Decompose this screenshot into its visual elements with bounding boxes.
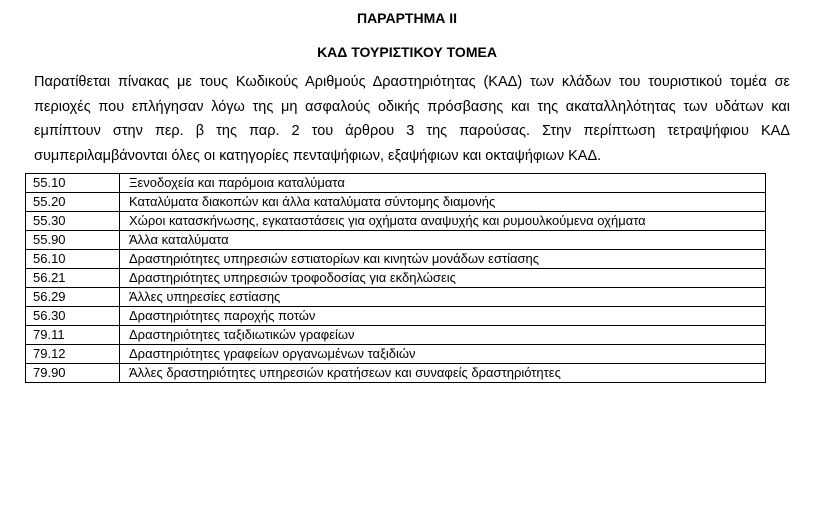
table-row [26,174,766,193]
kad-code-cell: 79.12 [26,345,120,364]
kad-description-cell: Χώροι κατασκήνωσης, εγκαταστάσεις για οχήματα αναψυχής και ρυμουλκούμενα οχήματα [120,212,766,231]
table-row [26,212,766,231]
kad-code-cell: 56.30 [26,307,120,326]
kad-table [25,173,766,383]
table-row [26,231,766,250]
table-row [26,250,766,269]
kad-code-cell: 55.30 [26,212,120,231]
intro-paragraph: Παρατίθεται πίνακας με τους Κωδικούς Αριθμούς Δραστηριότητας (ΚΑΔ) των κλάδων του τουριστικού τομέα σε περιοχές που επλήγησαν λόγω της μη ασφαλούς οδικής πρόσβασης και της ακαταλληλότητας των υδάτων και εμπίπτουν στην περ. β της παρ. 2 του άρθρου 3 της παρούσας. Στην περίπτωση τετραψήφιου ΚΑΔ συμπεριλαμβάνονται όλες οι κατηγορίες πενταψήφιων, εξαψήφιων και οκταψήφιων ΚΑΔ. [34,74,790,164]
kad-code-cell: 79.90 [26,364,120,383]
table-row [26,364,766,383]
table-row [26,193,766,212]
annex-subheading: ΚΑΔ ΤΟΥΡΙΣΤΙΚΟΥ ΤΟΜΕΑ [317,44,497,60]
kad-description-cell: Καταλύματα διακοπών και άλλα καταλύματα σύντομης διαμονής [120,193,766,212]
kad-code-cell: 56.29 [26,288,120,307]
table-row [26,345,766,364]
kad-code-cell: 56.21 [26,269,120,288]
kad-description-cell: Δραστηριότητες γραφείων οργανωμένων ταξιδιών [120,345,766,364]
table-row [26,269,766,288]
kad-description-cell: Άλλα καταλύματα [120,231,766,250]
kad-code-cell: 56.10 [26,250,120,269]
kad-description-cell: Άλλες υπηρεσίες εστίασης [120,288,766,307]
kad-code-cell: 55.10 [26,174,120,193]
kad-description-cell: Ξενοδοχεία και παρόμοια καταλύματα [120,174,766,193]
kad-code-cell: 55.20 [26,193,120,212]
table-row [26,326,766,345]
kad-code-cell: 55.90 [26,231,120,250]
kad-description-cell: Δραστηριότητες υπηρεσιών εστιατορίων και κινητών μονάδων εστίασης [120,250,766,269]
kad-description-cell: Άλλες δραστηριότητες υπηρεσιών κρατήσεων και συναφείς δραστηριότητες [120,364,766,383]
kad-description-cell: Δραστηριότητες παροχής ποτών [120,307,766,326]
table-row [26,307,766,326]
table-row [26,288,766,307]
kad-description-cell: Δραστηριότητες ταξιδιωτικών γραφείων [120,326,766,345]
kad-description-cell: Δραστηριότητες υπηρεσιών τροφοδοσίας για εκδηλώσεις [120,269,766,288]
annex-heading: ΠΑΡΑΡΤΗΜΑ ΙΙ [356,10,458,26]
kad-code-cell: 79.11 [26,326,120,345]
